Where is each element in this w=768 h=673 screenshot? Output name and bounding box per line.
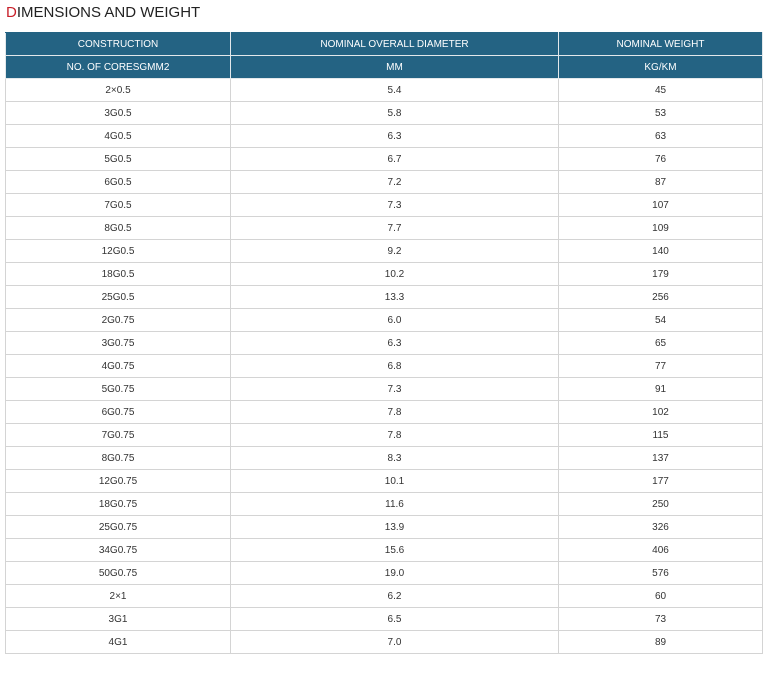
table-row [6, 516, 763, 539]
diameter-cell: 6.2 [231, 585, 559, 608]
diameter-cell: 19.0 [231, 562, 559, 585]
diameter-cell: 7.7 [231, 217, 559, 240]
construction-cell: 6G0.5 [6, 171, 231, 194]
weight-cell: 177 [559, 470, 763, 493]
diameter-cell: 6.8 [231, 355, 559, 378]
weight-cell: 109 [559, 217, 763, 240]
header-row [6, 33, 763, 56]
weight-cell: 406 [559, 539, 763, 562]
diameter-cell: 15.6 [231, 539, 559, 562]
table-body [6, 79, 763, 654]
table-row [6, 585, 763, 608]
weight-cell: 179 [559, 263, 763, 286]
construction-cell: 7G0.75 [6, 424, 231, 447]
construction-cell: 4G0.5 [6, 125, 231, 148]
weight-cell: 102 [559, 401, 763, 424]
diameter-cell: 10.1 [231, 470, 559, 493]
diameter-cell: 6.7 [231, 148, 559, 171]
diameter-cell: 10.2 [231, 263, 559, 286]
table-row [6, 263, 763, 286]
construction-cell: 34G0.75 [6, 539, 231, 562]
diameter-cell: 6.3 [231, 332, 559, 355]
header-nominal-overall-diameter: NOMINAL OVERALL DIAMETER [231, 33, 559, 56]
weight-cell: 77 [559, 355, 763, 378]
weight-cell: 256 [559, 286, 763, 309]
diameter-cell: 5.8 [231, 102, 559, 125]
table-row [6, 539, 763, 562]
weight-cell: 576 [559, 562, 763, 585]
header-weight-unit: KG/KM [559, 56, 763, 79]
table-row [6, 309, 763, 332]
table-row [6, 194, 763, 217]
diameter-cell: 7.8 [231, 424, 559, 447]
diameter-cell: 8.3 [231, 447, 559, 470]
weight-cell: 60 [559, 585, 763, 608]
header-construction: CONSTRUCTION [6, 33, 231, 56]
weight-cell: 76 [559, 148, 763, 171]
table-row [6, 355, 763, 378]
table-row [6, 401, 763, 424]
diameter-cell: 6.5 [231, 608, 559, 631]
table-row [6, 378, 763, 401]
construction-cell: 8G0.75 [6, 447, 231, 470]
construction-cell: 12G0.5 [6, 240, 231, 263]
construction-cell: 18G0.5 [6, 263, 231, 286]
table-row [6, 217, 763, 240]
construction-cell: 3G1 [6, 608, 231, 631]
construction-cell: 5G0.75 [6, 378, 231, 401]
diameter-cell: 7.3 [231, 194, 559, 217]
dimensions-weight-table [5, 32, 763, 654]
diameter-cell: 6.3 [231, 125, 559, 148]
construction-cell: 12G0.75 [6, 470, 231, 493]
weight-cell: 73 [559, 608, 763, 631]
construction-cell: 7G0.5 [6, 194, 231, 217]
diameter-cell: 5.4 [231, 79, 559, 102]
construction-cell: 8G0.5 [6, 217, 231, 240]
weight-cell: 115 [559, 424, 763, 447]
table-header [6, 33, 763, 79]
weight-cell: 63 [559, 125, 763, 148]
table-row [6, 447, 763, 470]
construction-cell: 18G0.75 [6, 493, 231, 516]
table-row [6, 79, 763, 102]
header-cores-unit: NO. OF CORESGMM2 [6, 56, 231, 79]
construction-cell: 2×1 [6, 585, 231, 608]
construction-cell: 4G0.75 [6, 355, 231, 378]
table-row [6, 631, 763, 654]
diameter-cell: 7.3 [231, 378, 559, 401]
table-row [6, 148, 763, 171]
weight-cell: 53 [559, 102, 763, 125]
title-first-letter: D [6, 4, 17, 21]
table-row [6, 562, 763, 585]
weight-cell: 45 [559, 79, 763, 102]
construction-cell: 25G0.5 [6, 286, 231, 309]
weight-cell: 250 [559, 493, 763, 516]
header-diameter-unit: MM [231, 56, 559, 79]
construction-cell: 50G0.75 [6, 562, 231, 585]
diameter-cell: 13.3 [231, 286, 559, 309]
weight-cell: 54 [559, 309, 763, 332]
construction-cell: 25G0.75 [6, 516, 231, 539]
table-row [6, 286, 763, 309]
construction-cell: 3G0.75 [6, 332, 231, 355]
weight-cell: 91 [559, 378, 763, 401]
table-row [6, 470, 763, 493]
construction-cell: 3G0.5 [6, 102, 231, 125]
diameter-cell: 7.0 [231, 631, 559, 654]
table-row [6, 332, 763, 355]
construction-cell: 5G0.5 [6, 148, 231, 171]
construction-cell: 2G0.75 [6, 309, 231, 332]
weight-cell: 87 [559, 171, 763, 194]
diameter-cell: 11.6 [231, 493, 559, 516]
table-row [6, 493, 763, 516]
weight-cell: 140 [559, 240, 763, 263]
table-row [6, 608, 763, 631]
diameter-cell: 7.8 [231, 401, 559, 424]
title-rest: IMENSIONS AND WEIGHT [16, 4, 201, 21]
construction-cell: 2×0.5 [6, 79, 231, 102]
table-row [6, 240, 763, 263]
construction-cell: 4G1 [6, 631, 231, 654]
weight-cell: 107 [559, 194, 763, 217]
header-units-row [6, 56, 763, 79]
diameter-cell: 6.0 [231, 309, 559, 332]
page-title [6, 3, 200, 23]
weight-cell: 137 [559, 447, 763, 470]
diameter-cell: 13.9 [231, 516, 559, 539]
table-row [6, 171, 763, 194]
weight-cell: 89 [559, 631, 763, 654]
construction-cell: 6G0.75 [6, 401, 231, 424]
table-row [6, 125, 763, 148]
weight-cell: 65 [559, 332, 763, 355]
header-nominal-weight: NOMINAL WEIGHT [559, 33, 763, 56]
table-row [6, 102, 763, 125]
weight-cell: 326 [559, 516, 763, 539]
diameter-cell: 9.2 [231, 240, 559, 263]
diameter-cell: 7.2 [231, 171, 559, 194]
table-row [6, 424, 763, 447]
